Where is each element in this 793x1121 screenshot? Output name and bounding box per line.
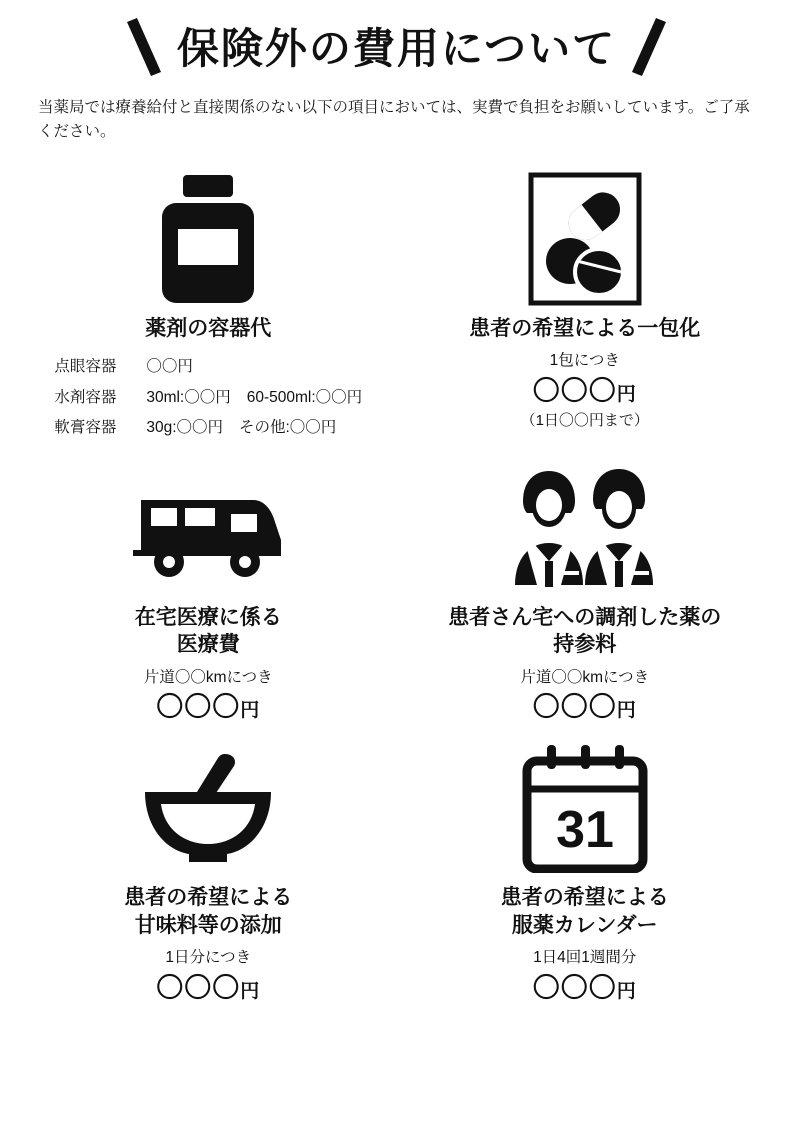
- item-title-line2: 服薬カレンダー: [511, 913, 658, 937]
- price-value: 〇〇〇: [532, 692, 617, 723]
- fee-row: [54, 383, 362, 413]
- fee-value-primary: 〇〇円: [146, 358, 193, 376]
- intro-paragraph: 当薬局では療養給付と直接関係のない以下の項目においては、実費で負担をお願いしています。ご了承ください。: [38, 99, 750, 141]
- price-value: 〇〇〇: [532, 376, 617, 407]
- fee-value-secondary: その他:〇〇円: [239, 418, 337, 436]
- item-title-line1: 患者の希望による: [500, 886, 669, 910]
- fee-label: 水剤容器: [54, 388, 117, 406]
- item-title: [448, 604, 721, 659]
- item-title-line1: 患者の希望による: [124, 886, 293, 910]
- two-pharmacists-icon: [495, 455, 675, 600]
- item-subnote: 片道〇〇kmにつき: [143, 668, 273, 686]
- container-fee-table: [54, 352, 362, 443]
- fee-item-sweetener: [20, 735, 397, 1009]
- fee-value: [146, 413, 336, 443]
- fee-label: 軟膏容器: [54, 418, 117, 436]
- fee-value-primary: 30g:〇〇円: [146, 418, 223, 436]
- item-price: [533, 692, 637, 723]
- price-unit: 円: [240, 980, 261, 1002]
- item-price: [156, 692, 260, 723]
- item-title-line2: 甘味料等の添加: [134, 913, 282, 937]
- fee-item-container-cost: [20, 166, 397, 449]
- item-title: [135, 604, 282, 659]
- item-title: 患者の希望による一包化: [469, 317, 701, 341]
- item-subnote: 1日4回1週間分: [533, 948, 637, 966]
- item-title-line1: 在宅医療に係る: [134, 605, 282, 629]
- price-value: 〇〇〇: [156, 972, 241, 1003]
- item-title: 薬剤の容器代: [145, 317, 272, 341]
- pills-capsule-icon: [515, 166, 655, 311]
- page-title: 保険外の費用について: [176, 24, 617, 72]
- fee-item-delivery-to-home: [397, 455, 774, 729]
- fee-label: 点眼容器: [54, 358, 117, 376]
- fee-item-medication-calendar: [397, 735, 774, 1009]
- calendar-day-number: 31: [555, 800, 614, 859]
- item-subnote: 片道〇〇kmにつき: [520, 668, 650, 686]
- price-unit: 円: [240, 700, 261, 722]
- page-header: [0, 0, 793, 80]
- fee-items-grid: [20, 166, 773, 1010]
- price-value: 〇〇〇: [156, 692, 241, 723]
- fee-value: [146, 383, 362, 413]
- price-unit: 円: [616, 384, 637, 406]
- fee-value-secondary: 60-500ml:〇〇円: [246, 388, 363, 406]
- item-title: [501, 884, 669, 939]
- mortar-pestle-icon: [133, 735, 283, 880]
- fee-value: [146, 352, 193, 382]
- price-value: 〇〇〇: [532, 972, 617, 1003]
- item-title-line2: 医療費: [176, 633, 240, 657]
- item-title: [124, 884, 292, 939]
- delivery-van-icon: [133, 455, 283, 600]
- item-subnote: 1包につき: [549, 352, 620, 370]
- item-price: [156, 973, 260, 1004]
- fee-row: [54, 352, 362, 382]
- calendar-31-icon: [515, 735, 655, 880]
- item-subnote: 1日分につき: [165, 948, 252, 966]
- item-title-line2: 持参料: [553, 633, 617, 657]
- item-title-line1: 患者さん宅への調剤した薬の: [448, 605, 722, 629]
- price-unit: 円: [616, 700, 637, 722]
- fee-item-home-medical-care: [20, 455, 397, 729]
- item-price: [533, 376, 637, 407]
- item-price: [533, 973, 637, 1004]
- medicine-bottle-icon: [138, 166, 278, 311]
- fee-item-single-packaging: [397, 166, 774, 449]
- backslash-icon: [125, 18, 163, 80]
- item-price-note: （1日〇〇円まで）: [520, 412, 649, 430]
- fee-row: [54, 413, 362, 443]
- slash-icon: [630, 18, 668, 80]
- fee-value-primary: 30ml:〇〇円: [146, 388, 231, 406]
- price-unit: 円: [616, 980, 637, 1002]
